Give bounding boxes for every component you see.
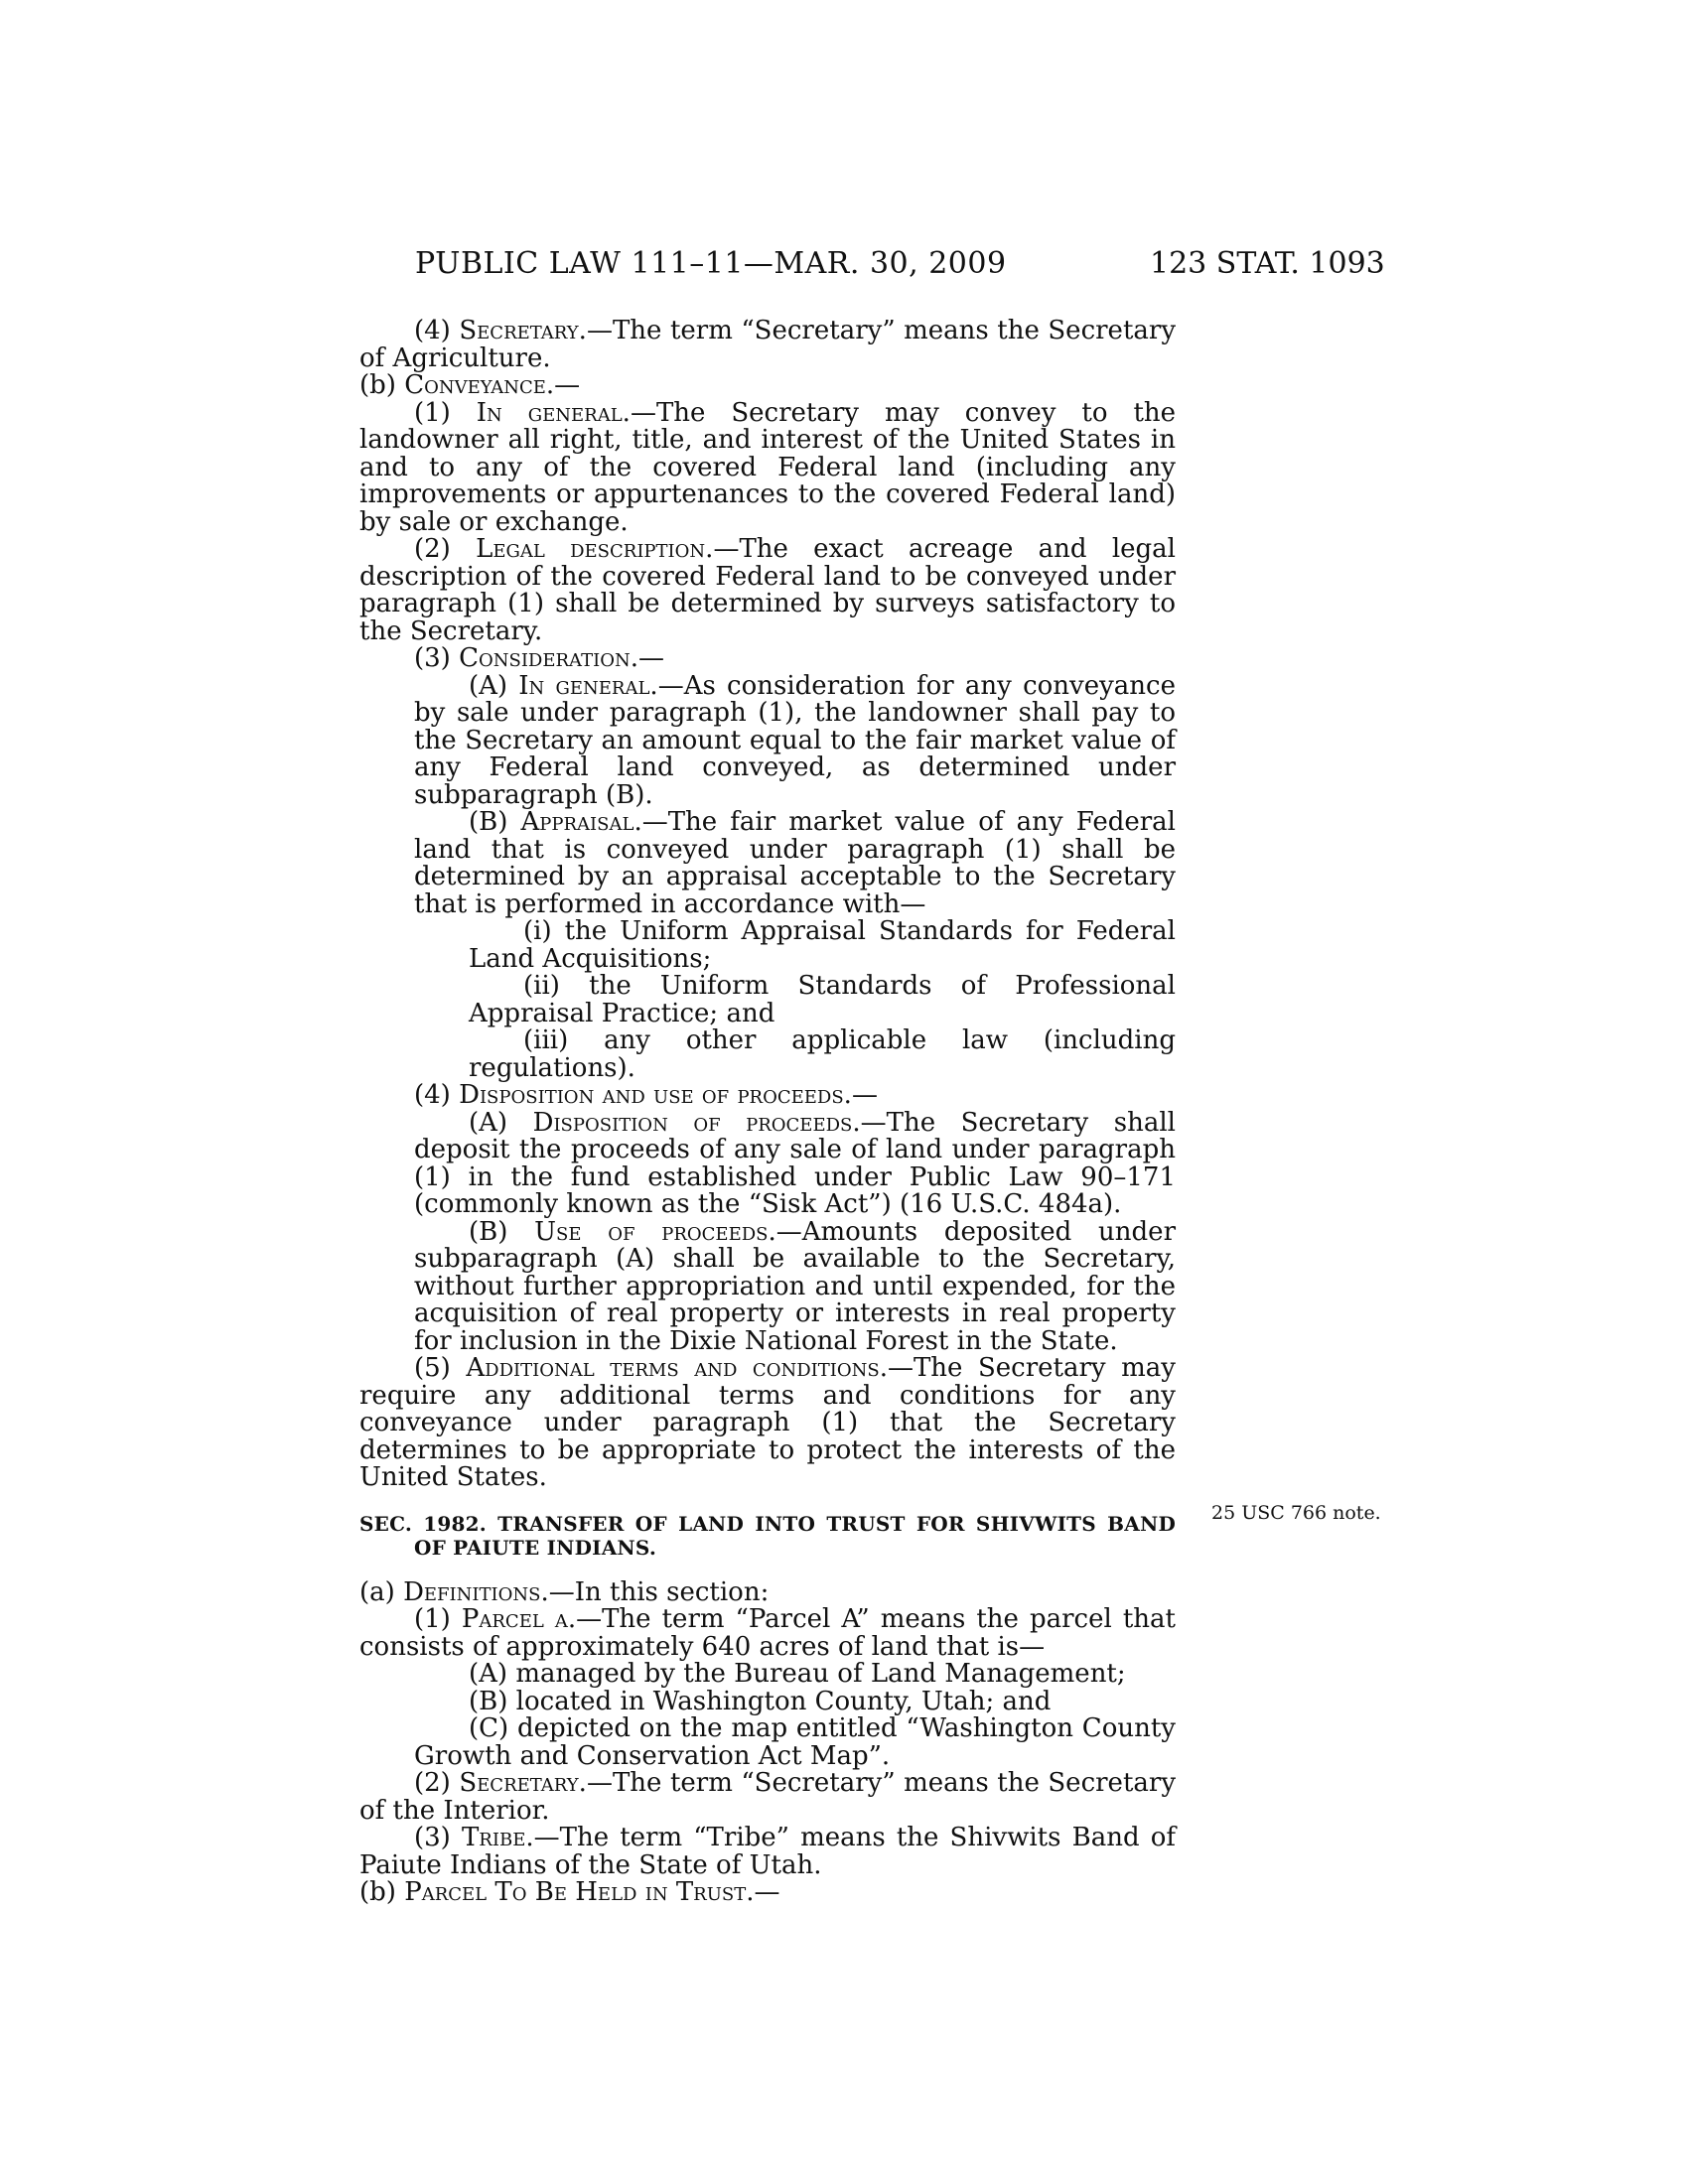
clause: (iii) any other applicable law (including regulations). (469, 1025, 1177, 1083)
subsection-heading: (a) Definitions.—In this section: (359, 1576, 770, 1607)
clause: (ii) the Uniform Standards of Professional Appraisal Practice; and (469, 971, 1176, 1028)
margin-note: 25 USC 766 note. (1211, 1502, 1381, 1524)
subparagraph: (A) managed by the Bureau of Land Management; (469, 1659, 1126, 1689)
subsection-heading: (b) Conveyance.— (359, 370, 581, 400)
subparagraph: (A) Disposition of proceeds.—The Secretary shall deposit the proceeds of any sale of land under paragraph (1) in the fund established under Public Law 90–171 (commonly known as the “Sisk Act”) (16 U.S.C. 484a). (414, 1107, 1176, 1219)
paragraph: (4) Disposition and use of proceeds.— (414, 1080, 878, 1110)
running-title: PUBLIC LAW 111–11—MAR. 30, 2009 (415, 246, 1007, 281)
paragraph: (3) Consideration.— (414, 643, 664, 673)
paragraph: (5) Additional terms and conditions.—The Secretary may require any additional terms and conditions for any conveyance under paragraph (1) that the Secretary determines to be appropriate to protect the interests of the United States. (359, 1353, 1176, 1492)
subparagraph: (C) depicted on the map entitled “Washington County Growth and Conservation Act Map”. (414, 1713, 1176, 1771)
paragraph: (3) Tribe.—The term “Tribe” means the Shivwits Band of Paiute Indians of the State of Utah. (359, 1823, 1177, 1880)
clause: (i) the Uniform Appraisal Standards for Federal Land Acquisitions; (469, 916, 1176, 974)
document-body (359, 318, 1176, 1907)
paragraph: (1) Parcel a.—The term “Parcel A” means the parcel that consists of approximately 640 acres of land that is— (359, 1604, 1176, 1662)
subparagraph: (B) Use of proceeds.—Amounts deposited under subparagraph (A) shall be available to the Secretary, without further appropriation and until expended, for the acquisition of real property or interests in real property for inclusion in the Dixie National Forest in the State. (414, 1216, 1176, 1356)
subparagraph: (A) In general.—As consideration for any conveyance by sale under paragraph (1), the landowner shall pay to the Secretary an amount equal to the fair market value of any Federal land conveyed, as determined under subparagraph (B). (414, 670, 1176, 810)
section-heading: SEC. 1982. TRANSFER OF LAND INTO TRUST FOR SHIVWITS BAND OF PAIUTE INDIANS. (359, 1511, 1176, 1560)
page-header (0, 246, 1688, 286)
paragraph: (4) Secretary.—The term “Secretary” means the Secretary of Agriculture. (359, 316, 1177, 373)
subsection-heading: (b) Parcel To Be Held in Trust.— (359, 1877, 780, 1907)
paragraph: (2) Legal description.—The exact acreage and legal description of the covered Federal land to be conveyed under paragraph (1) shall be determined by surveys satisfactory to the Secretary. (359, 534, 1176, 646)
paragraph: (2) Secretary.—The term “Secretary” means the Secretary of the Interior. (359, 1768, 1177, 1826)
statute-page-number: 123 STAT. 1093 (1150, 246, 1385, 281)
paragraph: (1) In general.—The Secretary may convey to the landowner all right, title, and interest of the United States in and to any of the covered Federal land (including any improvements or appurtenances to the covered Federal land) by sale or exchange. (359, 397, 1177, 537)
subparagraph: (B) Appraisal.—The fair market value of any Federal land that is conveyed under paragraph (1) shall be determined by an appraisal acceptable to the Secretary that is performed in accordance with— (414, 807, 1176, 919)
subparagraph: (B) located in Washington County, Utah; and (469, 1686, 1052, 1716)
